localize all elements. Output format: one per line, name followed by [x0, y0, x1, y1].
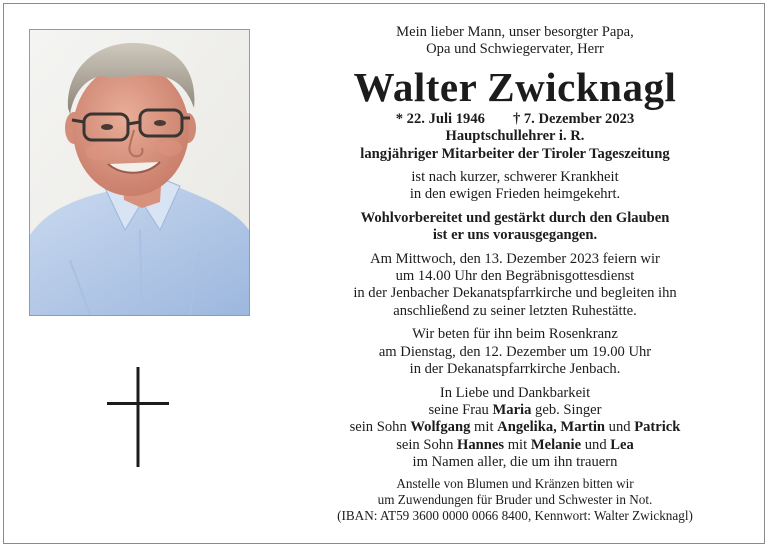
life-dates: [294, 111, 736, 128]
funeral-line: um 14.00 Uhr den Begräbnisgottesdienst: [395, 268, 635, 285]
passing-line: ist nach kurzer, schwerer Krankheit: [411, 169, 619, 186]
donation-line: (IBAN: AT59 3600 0000 0066 8400, Kennwort: Walter Zwicknagl): [337, 507, 693, 523]
birth-date: * 22. Juli 1946: [395, 110, 485, 127]
portrait-photo: [29, 29, 250, 316]
passing-line: in den ewigen Frieden heimgekehrt.: [409, 186, 621, 203]
intro-line: Mein lieber Mann, unser besorgter Papa,: [396, 24, 634, 40]
title-line: langjähriger Mitarbeiter der Tiroler Tageszeitung: [360, 145, 670, 162]
mourner-son-1: sein Sohn Wolfgang mit Angelika, Martin und Patrick: [349, 419, 681, 436]
mourner-wife: seine Frau Maria geb. Singer: [428, 401, 602, 418]
mourners-intro: In Liebe und Dankbarkeit: [439, 384, 591, 401]
rosary-line: am Dienstag, den 12. Dezember um 19.00 Uhr: [378, 343, 652, 360]
rosary-line: Wir beten für ihn beim Rosenkranz: [412, 326, 618, 343]
funeral-line: in der Jenbacher Dekanatspfarrkirche und begleiten ihn: [353, 285, 677, 302]
rosary-line: in der Dekanatspfarrkirche Jenbach.: [409, 361, 621, 378]
death-date: † 7. Dezember 2023: [512, 110, 635, 127]
deceased-name: Walter Zwicknagl: [353, 63, 677, 110]
intro-line: Opa und Schwiegervater, Herr: [426, 41, 604, 58]
donation-line: um Zuwendungen für Bruder und Schwester in Not.: [377, 491, 653, 507]
cross-icon: [107, 367, 169, 467]
obituary-notice: [3, 3, 765, 544]
mourners-closing: im Namen aller, die um ihn trauern: [412, 454, 618, 471]
faith-line: Wohlvorbereitet und gestärkt durch den Glauben: [360, 209, 670, 226]
funeral-line: anschließend zu seiner letzten Ruhestätte.: [393, 302, 637, 319]
obituary-text: [294, 24, 736, 524]
mourner-son-2: sein Sohn Hannes mit Melanie und Lea: [396, 436, 634, 453]
donation-line: Anstelle von Blumen und Kränzen bitten wir: [396, 475, 634, 491]
faith-line: ist er uns vorausgegangen.: [432, 227, 598, 244]
funeral-line: Am Mittwoch, den 13. Dezember 2023 feiern wir: [370, 250, 660, 267]
title-line: Hauptschullehrer i. R.: [445, 128, 585, 145]
